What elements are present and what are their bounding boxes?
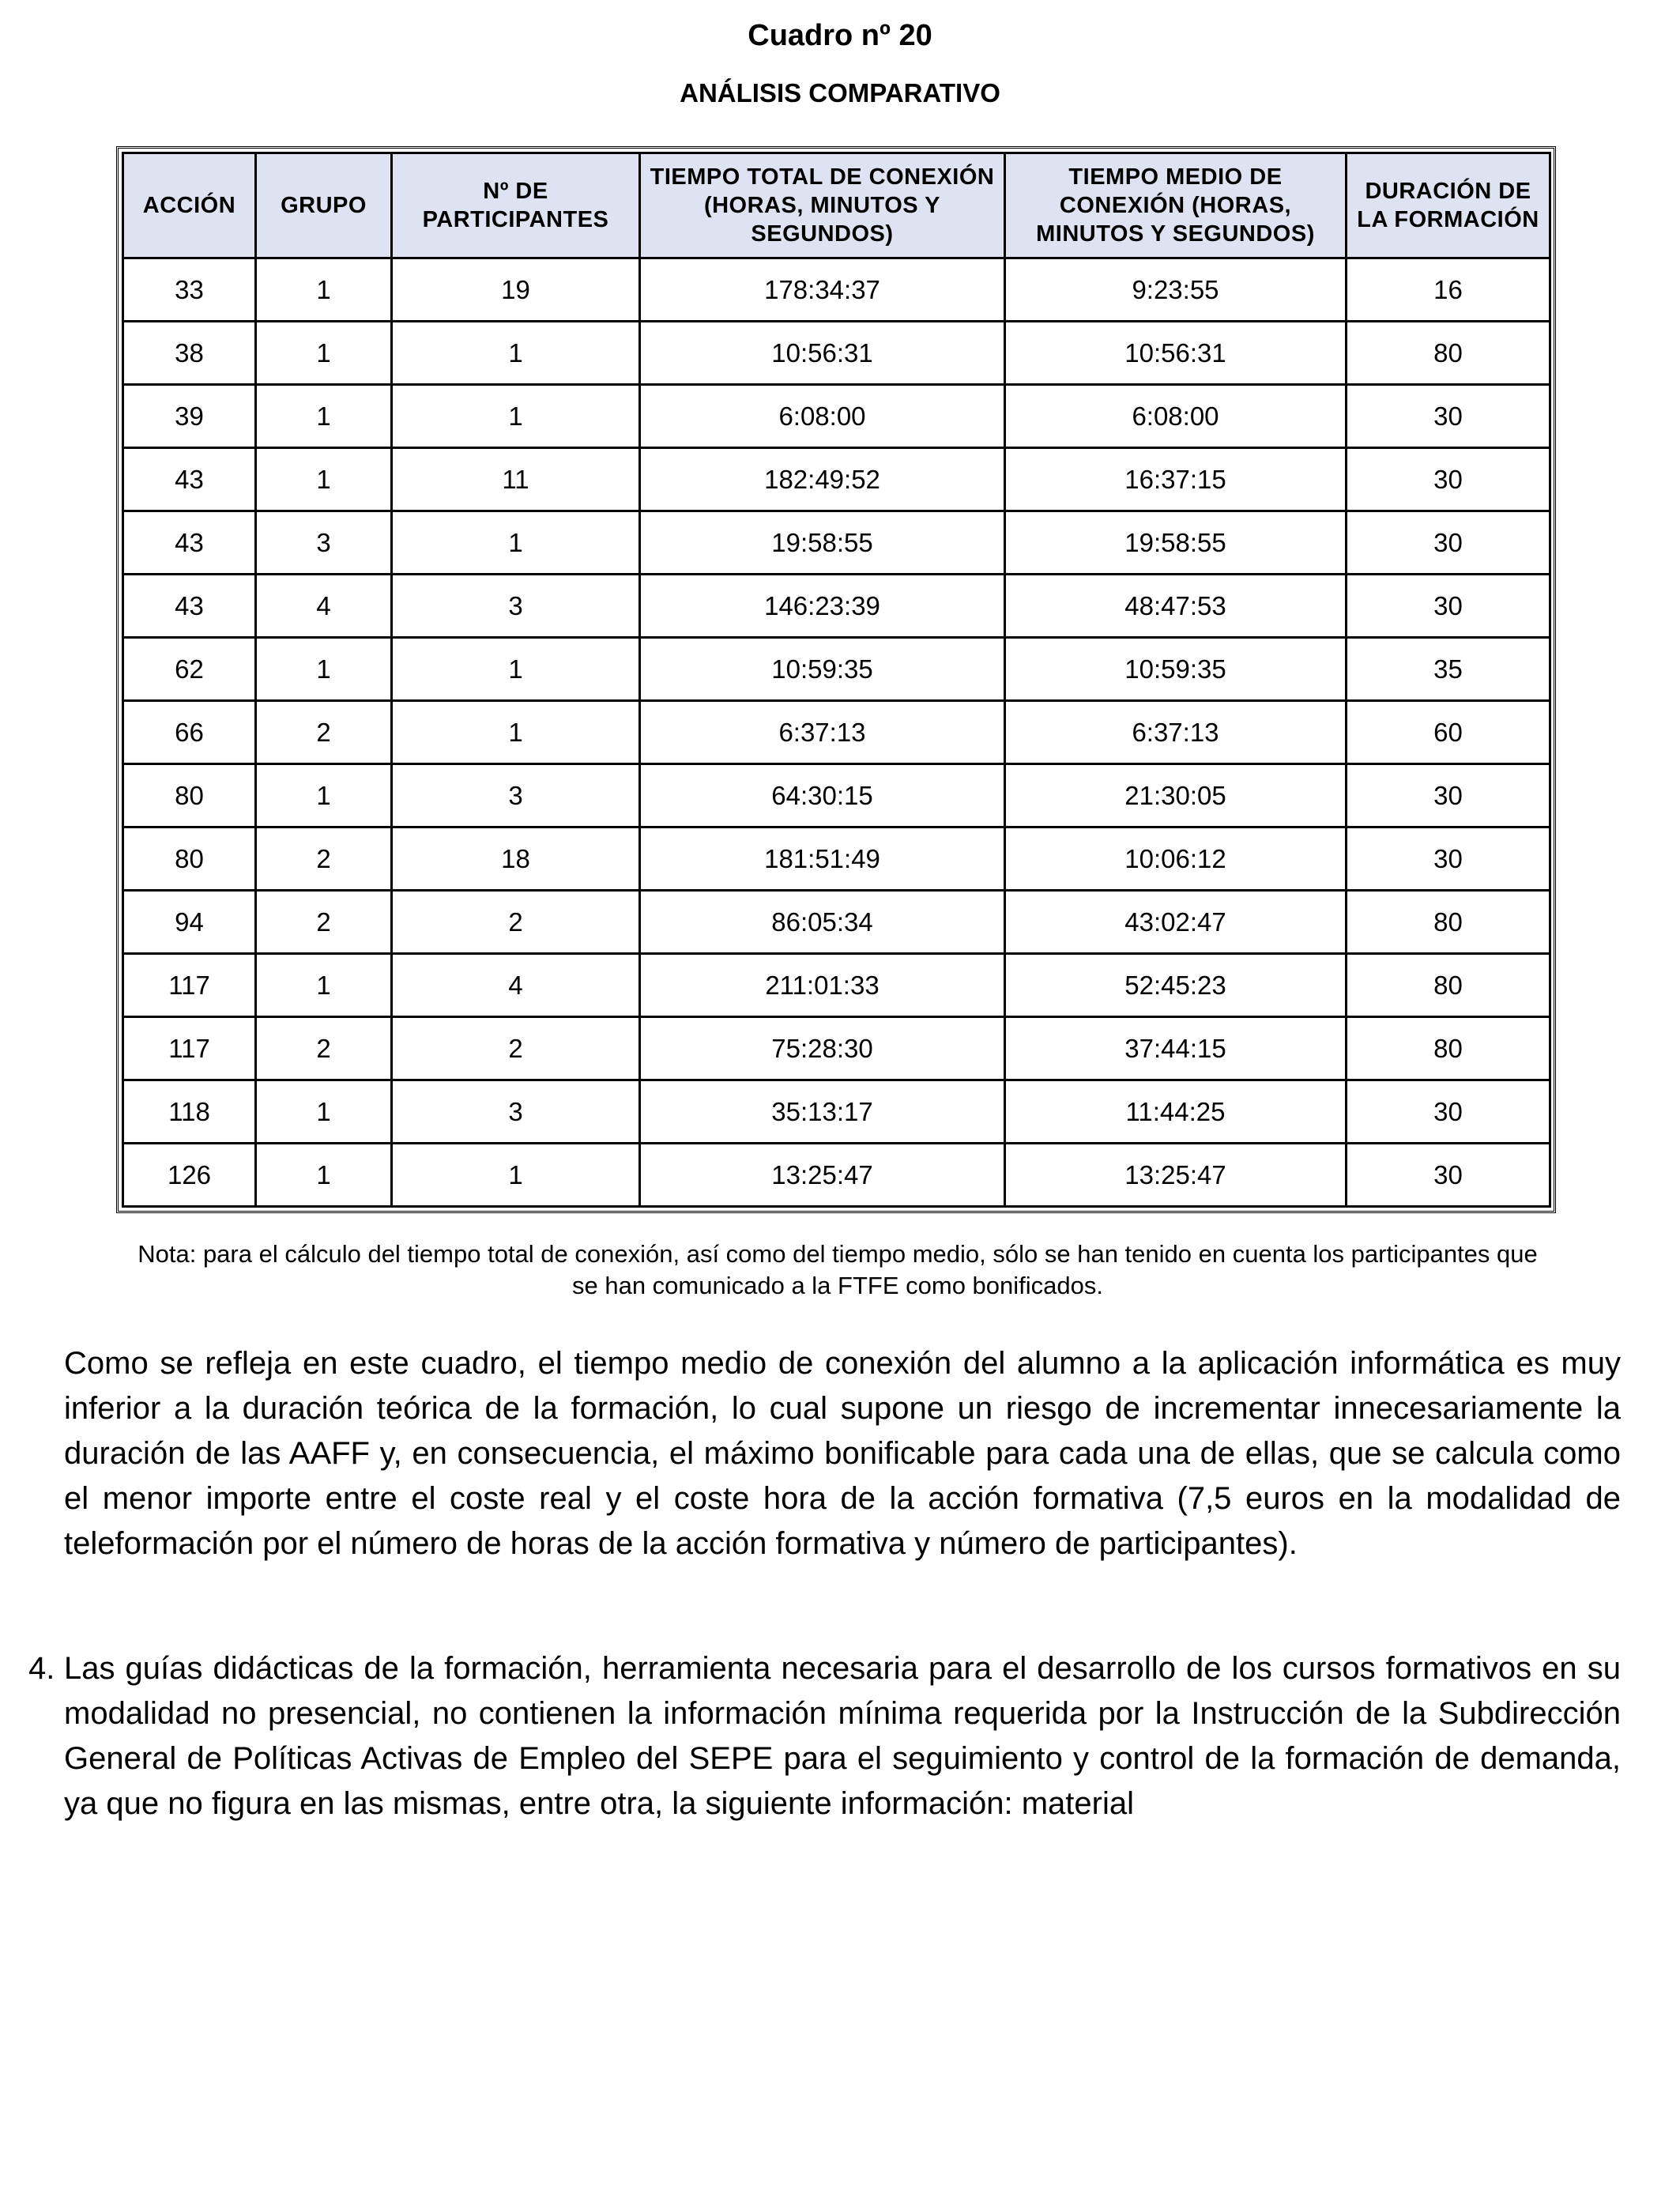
- column-header: TIEMPO TOTAL DE CONEXIÓN (HORAS, MINUTOS Y SEGUNDOS): [640, 153, 1005, 258]
- table-cell: 182:49:52: [640, 448, 1005, 511]
- table-cell: 94: [123, 891, 256, 954]
- table-cell: 33: [123, 258, 256, 322]
- table-cell: 2: [392, 891, 640, 954]
- table-body: [123, 258, 1550, 1207]
- table-row: [123, 258, 1550, 322]
- table-cell: 3: [392, 575, 640, 638]
- table-cell: 30: [1347, 448, 1550, 511]
- table-cell: 1: [392, 638, 640, 701]
- body-paragraph: Como se refleja en este cuadro, el tiempo medio de conexión del alumno a la aplicación informática es muy inferior a la duración teórica de la formación, lo cual supone un riesgo de incrementar innecesariamente la duración de las AAFF y, en consecuencia, el máximo bonificable para cada una de ellas, que se calcula como el menor importe entre el coste real y el coste hora de la acción formativa (7,5 euros en la modalidad de teleformación por el número de horas de la acción formativa y número de participantes).: [64, 1346, 1621, 1561]
- table-cell: 2: [256, 891, 392, 954]
- table-cell: 1: [256, 1144, 392, 1207]
- table-cell: 6:08:00: [640, 385, 1005, 448]
- table-cell: 10:06:12: [1005, 827, 1347, 891]
- table-row: [123, 575, 1550, 638]
- table-cell: 86:05:34: [640, 891, 1005, 954]
- table-row: [123, 1017, 1550, 1080]
- table-caption: Cuadro nº 20: [748, 19, 932, 52]
- table-cell: 181:51:49: [640, 827, 1005, 891]
- table-cell: 30: [1347, 764, 1550, 827]
- table-cell: 30: [1347, 385, 1550, 448]
- table-cell: 60: [1347, 701, 1550, 764]
- table-cell: 18: [392, 827, 640, 891]
- table-cell: 4: [392, 954, 640, 1017]
- table-cell: 30: [1347, 575, 1550, 638]
- column-header: GRUPO: [256, 153, 392, 258]
- table-cell: 118: [123, 1080, 256, 1144]
- table-row: [123, 511, 1550, 575]
- table-cell: 3: [256, 511, 392, 575]
- table-cell: 10:59:35: [640, 638, 1005, 701]
- table-cell: 1: [392, 1144, 640, 1207]
- table-row: [123, 701, 1550, 764]
- table-cell: 2: [256, 1017, 392, 1080]
- table-cell: 117: [123, 954, 256, 1017]
- table-cell: 6:08:00: [1005, 385, 1347, 448]
- table-cell: 2: [392, 1017, 640, 1080]
- table-cell: 35: [1347, 638, 1550, 701]
- column-header: ACCIÓN: [123, 153, 256, 258]
- table-cell: 48:47:53: [1005, 575, 1347, 638]
- comparison-table-frame: [116, 146, 1556, 1213]
- table-row: [123, 385, 1550, 448]
- table-row: [123, 638, 1550, 701]
- table-cell: 43: [123, 448, 256, 511]
- column-header: DURACIÓN DE LA FORMACIÓN: [1347, 153, 1550, 258]
- table-cell: 19: [392, 258, 640, 322]
- table-cell: 30: [1347, 827, 1550, 891]
- table-cell: 10:56:31: [1005, 322, 1347, 385]
- table-cell: 2: [256, 701, 392, 764]
- table-cell: 1: [256, 954, 392, 1017]
- table-note: Nota: para el cálculo del tiempo total de conexión, así como del tiempo medio, sólo se han tenido en cuenta los participantes que se han comunicado a la FTFE como bonificados.: [137, 1240, 1538, 1299]
- table-cell: 30: [1347, 1144, 1550, 1207]
- table-cell: 64:30:15: [640, 764, 1005, 827]
- table-cell: 30: [1347, 1080, 1550, 1144]
- table-cell: 16: [1347, 258, 1550, 322]
- table-cell: 13:25:47: [640, 1144, 1005, 1207]
- list-item-text: Las guías didácticas de la formación, herramienta necesaria para el desarrollo de los cursos formativos en su modalidad no presencial, no contienen la información mínima requerida por la Instrucción de la Subdirección General de Políticas Activas de Empleo del SEPE para el seguimiento y control de la formación de demanda, ya que no figura en las mismas, entre otra, la siguiente información: material: [64, 1651, 1621, 1821]
- table-cell: 146:23:39: [640, 575, 1005, 638]
- table-cell: 178:34:37: [640, 258, 1005, 322]
- table-row: [123, 954, 1550, 1017]
- table-cell: 2: [256, 827, 392, 891]
- table-cell: 4: [256, 575, 392, 638]
- table-cell: 1: [256, 764, 392, 827]
- column-header: Nº DE PARTICIPANTES: [392, 153, 640, 258]
- table-cell: 43:02:47: [1005, 891, 1347, 954]
- table-cell: 21:30:05: [1005, 764, 1347, 827]
- table-row: [123, 1080, 1550, 1144]
- table-row: [123, 322, 1550, 385]
- table-cell: 1: [256, 258, 392, 322]
- table-cell: 37:44:15: [1005, 1017, 1347, 1080]
- table-cell: 43: [123, 511, 256, 575]
- table-cell: 80: [123, 764, 256, 827]
- table-cell: 1: [256, 1080, 392, 1144]
- table-cell: 30: [1347, 511, 1550, 575]
- table-cell: 38: [123, 322, 256, 385]
- table-cell: 52:45:23: [1005, 954, 1347, 1017]
- table-cell: 11: [392, 448, 640, 511]
- table-cell: 1: [392, 322, 640, 385]
- table-cell: 211:01:33: [640, 954, 1005, 1017]
- table-cell: 9:23:55: [1005, 258, 1347, 322]
- list-item-number: 4.: [28, 1651, 55, 1686]
- table-cell: 1: [256, 638, 392, 701]
- table-cell: 80: [123, 827, 256, 891]
- table-cell: 19:58:55: [1005, 511, 1347, 575]
- table-subtitle: ANÁLISIS COMPARATIVO: [680, 78, 1000, 107]
- table-cell: 16:37:15: [1005, 448, 1347, 511]
- table-cell: 10:59:35: [1005, 638, 1347, 701]
- table-cell: 13:25:47: [1005, 1144, 1347, 1207]
- table-cell: 6:37:13: [1005, 701, 1347, 764]
- table-row: [123, 827, 1550, 891]
- table-cell: 6:37:13: [640, 701, 1005, 764]
- table-cell: 75:28:30: [640, 1017, 1005, 1080]
- table-cell: 80: [1347, 954, 1550, 1017]
- table-cell: 35:13:17: [640, 1080, 1005, 1144]
- table-cell: 1: [256, 322, 392, 385]
- table-cell: 39: [123, 385, 256, 448]
- table-cell: 80: [1347, 322, 1550, 385]
- table-cell: 80: [1347, 1017, 1550, 1080]
- table-cell: 126: [123, 1144, 256, 1207]
- table-cell: 43: [123, 575, 256, 638]
- table-cell: 19:58:55: [640, 511, 1005, 575]
- table-row: [123, 764, 1550, 827]
- table-header-row: [123, 153, 1550, 258]
- table-cell: 11:44:25: [1005, 1080, 1347, 1144]
- table-row: [123, 448, 1550, 511]
- table-cell: 1: [256, 448, 392, 511]
- comparison-table: [122, 152, 1551, 1208]
- table-cell: 1: [392, 511, 640, 575]
- table-cell: 117: [123, 1017, 256, 1080]
- table-cell: 3: [392, 764, 640, 827]
- table-row: [123, 891, 1550, 954]
- table-cell: 1: [256, 385, 392, 448]
- column-header: TIEMPO MEDIO DE CONEXIÓN (HORAS, MINUTOS Y SEGUNDOS): [1005, 153, 1347, 258]
- table-cell: 1: [392, 385, 640, 448]
- table-cell: 10:56:31: [640, 322, 1005, 385]
- table-cell: 3: [392, 1080, 640, 1144]
- table-row: [123, 1144, 1550, 1207]
- table-cell: 66: [123, 701, 256, 764]
- table-cell: 80: [1347, 891, 1550, 954]
- table-cell: 62: [123, 638, 256, 701]
- table-cell: 1: [392, 701, 640, 764]
